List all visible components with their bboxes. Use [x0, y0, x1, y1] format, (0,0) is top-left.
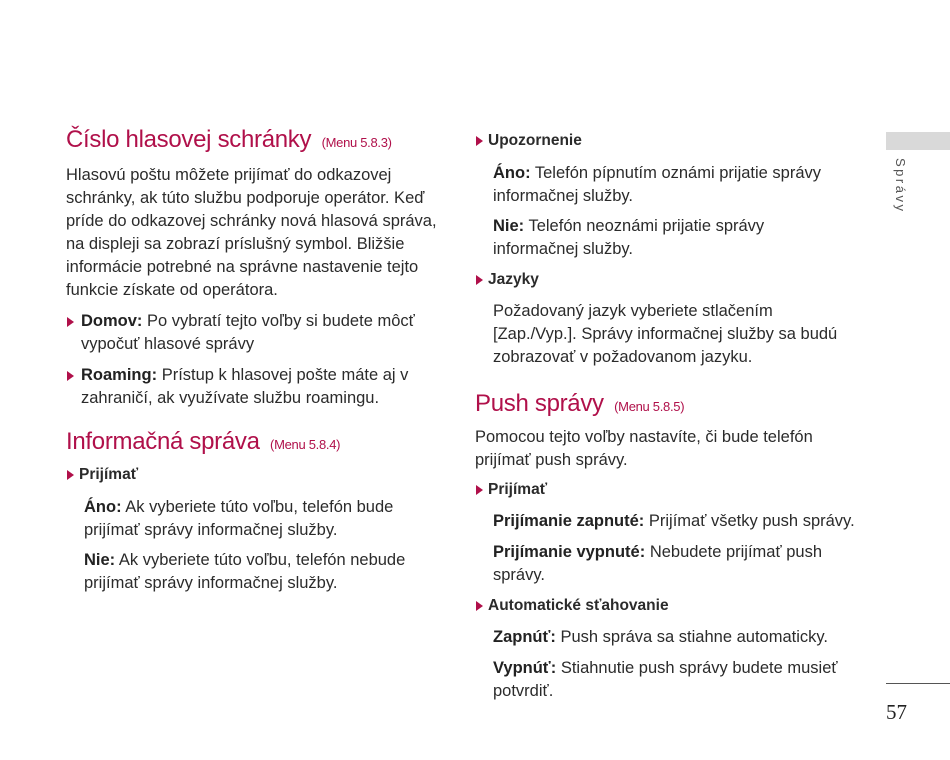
- alert-no-label: Nie:: [493, 217, 525, 235]
- push-receive-on: [493, 510, 863, 533]
- info-message-menu-ref: (Menu 5.8.4): [270, 437, 341, 452]
- info-receive-no: [84, 549, 430, 595]
- alert-subhead: Upozornenie: [475, 130, 582, 152]
- alert-yes-label: Áno:: [493, 164, 531, 182]
- bullet-triangle-icon: [476, 136, 483, 146]
- languages-subhead: Jazyky: [475, 269, 539, 291]
- info-message-heading: [66, 428, 340, 456]
- alert-yes: [493, 162, 849, 208]
- info-receive-yes: [84, 496, 430, 542]
- bullet-triangle-icon: [476, 601, 483, 611]
- alert-no-text: Telefón neoznámi prijatie správy informačnej služby.: [493, 217, 765, 258]
- push-receive-subhead: Prijímať: [475, 479, 547, 501]
- bullet-triangle-icon: [476, 485, 483, 495]
- voicemail-heading: [66, 126, 392, 154]
- info-yes-label: Áno:: [84, 498, 122, 516]
- auto-download-subhead: Automatické sťahovanie: [475, 595, 669, 617]
- alert-yes-text: Telefón pípnutím oznámi prijatie správy informačnej služby.: [493, 164, 822, 205]
- bullet-triangle-icon: [476, 275, 483, 285]
- section-side-label: Správy: [893, 158, 908, 214]
- alert-no: [493, 215, 849, 261]
- voicemail-intro: Hlasovú poštu môžete prijímať do odkazovej schránky, ak túto službu podporuje operátor. Keď príde do odkazovej schránky nová hlasová správa, na displeji sa zobrazí príslušný symbol. Bližšie informácie potrebné na správne nastavenie tejto funkcie získate od operátora.: [66, 166, 437, 299]
- auto-download-on: [493, 626, 859, 649]
- roaming-text: Prístup k hlasovej pošte máte aj v zahraničí, ak využívate službu roamingu.: [81, 366, 409, 407]
- info-receive-subhead: Prijímať: [66, 464, 138, 486]
- page-number-divider: [886, 683, 950, 684]
- page-number: 57: [886, 700, 907, 724]
- auto-download-off: [493, 657, 839, 703]
- voicemail-home-item: [66, 310, 439, 356]
- push-receive-off: [493, 541, 839, 587]
- push-heading: [475, 390, 684, 418]
- auto-off-text: Stiahnutie push správy budete musieť potvrdiť.: [493, 659, 838, 700]
- home-label: Domov:: [81, 312, 143, 330]
- home-text: Po vybratí tejto voľby si budete môcť vypočuť hlasové správy: [81, 312, 415, 353]
- auto-on-label: Zapnúť:: [493, 628, 556, 646]
- section-tab-marker: [886, 132, 950, 150]
- bullet-triangle-icon: [67, 317, 74, 327]
- voicemail-menu-ref: (Menu 5.8.3): [321, 135, 392, 150]
- info-no-label: Nie:: [84, 551, 116, 569]
- push-on-label: Prijímanie zapnuté:: [493, 512, 645, 530]
- voicemail-title: Číslo hlasovej schránky: [66, 126, 312, 153]
- push-intro: Pomocou tejto voľby nastavíte, či bude telefón prijímať push správy.: [475, 428, 813, 469]
- push-off-text: Nebudete prijímať push správy.: [493, 543, 823, 584]
- push-menu-ref: (Menu 5.8.5): [614, 399, 685, 414]
- auto-off-label: Vypnúť:: [493, 659, 557, 677]
- bullet-triangle-icon: [67, 470, 74, 480]
- auto-on-text: Push správa sa stiahne automaticky.: [560, 628, 828, 646]
- roaming-label: Roaming:: [81, 366, 158, 384]
- push-title: Push správy: [475, 390, 604, 417]
- voicemail-roaming-item: [66, 364, 439, 410]
- push-on-text: Prijímať všetky push správy.: [648, 512, 855, 530]
- push-off-label: Prijímanie vypnuté:: [493, 543, 646, 561]
- info-yes-text: Ak vyberiete túto voľbu, telefón bude prijímať správy informačnej služby.: [84, 498, 394, 539]
- info-no-text: Ak vyberiete túto voľbu, telefón nebude prijímať správy informačnej služby.: [84, 551, 406, 592]
- info-message-title: Informačná správa: [66, 428, 260, 455]
- bullet-triangle-icon: [67, 371, 74, 381]
- languages-text: Požadovaný jazyk vyberiete stlačením [Zap./Vyp.]. Správy informačnej služby sa budú zobrazovať v požadovanom jazyku.: [493, 302, 838, 366]
